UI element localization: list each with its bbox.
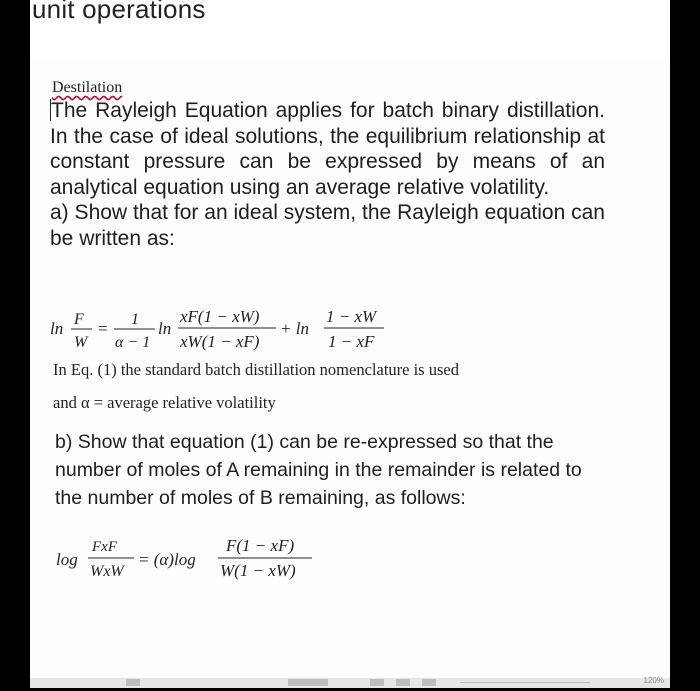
zoom-level: 120% bbox=[643, 676, 664, 685]
eq1-frac2-num: 1 − xW bbox=[326, 307, 377, 326]
note-line-2: and α = average relative volatility bbox=[53, 393, 276, 412]
eq2-equals-alpha-log: = (α)log bbox=[138, 550, 196, 569]
eq1-ln: ln bbox=[158, 319, 172, 338]
equation-2-svg bbox=[54, 534, 374, 590]
eq1-plus-ln: + ln bbox=[280, 319, 309, 338]
part-b-text: b) Show that equation (1) can be re-expressed so that the number of moles of A remaining in the remainder is related to the number of moles of B remaining, as follows: bbox=[55, 431, 582, 509]
eq1-frac2-den: 1 − xF bbox=[328, 332, 375, 351]
eq1-equals: = bbox=[97, 319, 109, 338]
eq2-lhs-num: FxF bbox=[92, 539, 117, 555]
zoom-slider[interactable] bbox=[460, 682, 590, 683]
eq1-frac1-den: xW(1 − xF) bbox=[180, 332, 260, 351]
eq1-coef-den: α − 1 bbox=[115, 334, 151, 351]
note-line-1: In Eq. (1) the standard batch distillation nomenclature is used bbox=[53, 360, 459, 379]
eq1-frac1-num: xF(1 − xW) bbox=[180, 307, 260, 326]
equation-2 bbox=[54, 534, 374, 590]
intro-paragraph: The Rayleigh Equation applies for batch binary distillation. In the case of ideal solutions, the equilibrium relationship at constant pressure can be expressed by means of an analytical equation using an average relative volatility. a) Show that for an ideal system, the Rayleigh equation can be written as: bbox=[50, 99, 605, 250]
eq2-rhs-num: F(1 − xF) bbox=[226, 536, 295, 555]
eq1-coef-num: 1 bbox=[131, 311, 139, 328]
page-title: unit operations bbox=[32, 0, 206, 24]
eq1-lhs-den: W bbox=[74, 334, 88, 351]
equation-1-svg bbox=[48, 298, 448, 356]
eq1-lhs-num: F bbox=[74, 311, 84, 328]
eq2-rhs-den: W(1 − xW) bbox=[220, 561, 296, 580]
focus-button[interactable] bbox=[288, 679, 328, 686]
read-mode-icon[interactable] bbox=[370, 679, 384, 686]
equation-1 bbox=[48, 298, 448, 356]
web-layout-icon[interactable] bbox=[422, 679, 436, 686]
part-a-text: a) Show that for an ideal system, the Rayleigh equation can be written as: bbox=[50, 201, 605, 250]
document-title: Destilation bbox=[52, 79, 123, 96]
document-photo bbox=[30, 60, 670, 688]
print-layout-icon[interactable] bbox=[396, 679, 410, 686]
status-bar bbox=[30, 678, 670, 688]
app-header bbox=[30, 0, 670, 60]
eq2-lhs-den: WxW bbox=[90, 563, 124, 580]
eq2-log: log bbox=[56, 550, 78, 569]
status-item bbox=[126, 679, 140, 686]
eq1-ln: ln bbox=[50, 319, 64, 338]
